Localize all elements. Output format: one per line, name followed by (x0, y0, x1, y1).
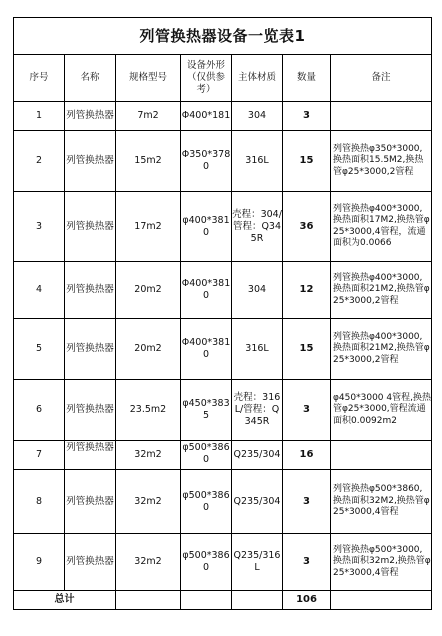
cell-name: 列管换热器 (65, 380, 116, 441)
cell-name: 列管换热器 (65, 319, 116, 380)
table-row (14, 380, 432, 441)
table-row (14, 102, 432, 131)
cell-note: 列管换热φ500*3860,换热面积32M2,换热管φ25*3000,4管程 (331, 470, 432, 534)
cell-qty: 3 (283, 380, 331, 441)
cell-note (331, 441, 432, 470)
header-name: 名称 (65, 55, 116, 102)
cell-no: 1 (14, 102, 65, 131)
cell-no: 3 (14, 192, 65, 262)
table-title: 列管换热器设备一览表1 (14, 18, 432, 55)
cell-name: 列管换热器 (65, 534, 116, 591)
cell-note (331, 102, 432, 131)
header-material: 主体材质 (232, 55, 283, 102)
total-empty-material (232, 591, 283, 610)
header-qty: 数量 (283, 55, 331, 102)
cell-qty: 15 (283, 319, 331, 380)
cell-shape: Φ400*3810 (181, 262, 232, 319)
cell-material: 304 (232, 262, 283, 319)
table-row (14, 470, 432, 534)
total-qty: 106 (283, 591, 331, 610)
cell-no: 9 (14, 534, 65, 591)
cell-name: 列管换热器 (65, 470, 116, 534)
cell-model: 32m2 (116, 470, 181, 534)
cell-material: 316L (232, 319, 283, 380)
header-model: 规格型号 (116, 55, 181, 102)
cell-material: Q235/304 (232, 441, 283, 470)
cell-shape: φ500*3860 (181, 470, 232, 534)
title-row (14, 18, 432, 55)
header-no: 序号 (14, 55, 65, 102)
total-row (14, 591, 432, 610)
cell-material: 壳程：304/管程：Q345R (232, 192, 283, 262)
cell-model: 20m2 (116, 262, 181, 319)
cell-no: 6 (14, 380, 65, 441)
cell-note: 列管换热φ400*3000,换热面积21M2,换热管φ25*3000,2管程 (331, 262, 432, 319)
cell-name: 列管换热器 (65, 192, 116, 262)
cell-no: 2 (14, 131, 65, 192)
cell-shape: φ400*3810 (181, 192, 232, 262)
cell-no: 4 (14, 262, 65, 319)
table-row (14, 131, 432, 192)
cell-name-text: 列管换热器 (66, 442, 114, 453)
cell-material: 316L (232, 131, 283, 192)
cell-model: 32m2 (116, 441, 181, 470)
cell-note: φ450*3000 4管程,换热管φ25*3000,管程流通面积0.0092m2 (331, 380, 432, 441)
cell-model: 23.5m2 (116, 380, 181, 441)
table-row (14, 192, 432, 262)
cell-shape: Φ400*181 (181, 102, 232, 131)
cell-note: 列管换热φ350*3000,换热面积15.5M2,换热管φ25*3000,2管程 (331, 131, 432, 192)
header-row (14, 55, 432, 102)
cell-qty: 36 (283, 192, 331, 262)
cell-qty: 16 (283, 441, 331, 470)
cell-model: 7m2 (116, 102, 181, 131)
total-empty-model (116, 591, 181, 610)
table-row (14, 441, 432, 470)
cell-name: 列管换热器 (65, 262, 116, 319)
cell-shape-text: φ500*3860 (182, 442, 230, 465)
equipment-table (13, 17, 432, 610)
table-row (14, 319, 432, 380)
cell-note: 列管换热φ500*3000,换热面积32m2,换热管φ25*3000,4管程 (331, 534, 432, 591)
header-shape: 设备外形（仅供参考） (181, 55, 232, 102)
cell-no: 5 (14, 319, 65, 380)
cell-qty: 12 (283, 262, 331, 319)
cell-note: 列管换热φ400*3000,换热面积21M2,换热管φ25*3000,2管程 (331, 319, 432, 380)
cell-name: 列管换热器 (65, 131, 116, 192)
cell-shape: φ500*3860 (181, 534, 232, 591)
header-note: 备注 (331, 55, 432, 102)
cell-material: Q235/316L (232, 534, 283, 591)
cell-qty: 3 (283, 470, 331, 534)
cell-qty: 3 (283, 534, 331, 591)
cell-model: 17m2 (116, 192, 181, 262)
total-label: 总计 (14, 591, 116, 610)
cell-name: 列管换热器 (65, 102, 116, 131)
cell-model: 32m2 (116, 534, 181, 591)
cell-material: 304 (232, 102, 283, 131)
cell-material: Q235/304 (232, 470, 283, 534)
cell-qty: 3 (283, 102, 331, 131)
cell-no: 7 (14, 441, 65, 470)
cell-no: 8 (14, 470, 65, 534)
table-row (14, 534, 432, 591)
cell-material: 壳程：316L/管程：Q345R (232, 380, 283, 441)
cell-qty: 15 (283, 131, 331, 192)
cell-model: 20m2 (116, 319, 181, 380)
cell-name (65, 441, 116, 470)
total-empty-note (331, 591, 432, 610)
total-empty-shape (181, 591, 232, 610)
cell-note: 列管换热φ400*3000,换热面积17M2,换热管φ25*3000,4管程，流通面积为0.0066 (331, 192, 432, 262)
cell-shape: Φ400*3810 (181, 319, 232, 380)
cell-model: 15m2 (116, 131, 181, 192)
cell-shape (181, 441, 232, 470)
table-row (14, 262, 432, 319)
cell-shape: φ450*3835 (181, 380, 232, 441)
cell-shape: Φ350*3780 (181, 131, 232, 192)
